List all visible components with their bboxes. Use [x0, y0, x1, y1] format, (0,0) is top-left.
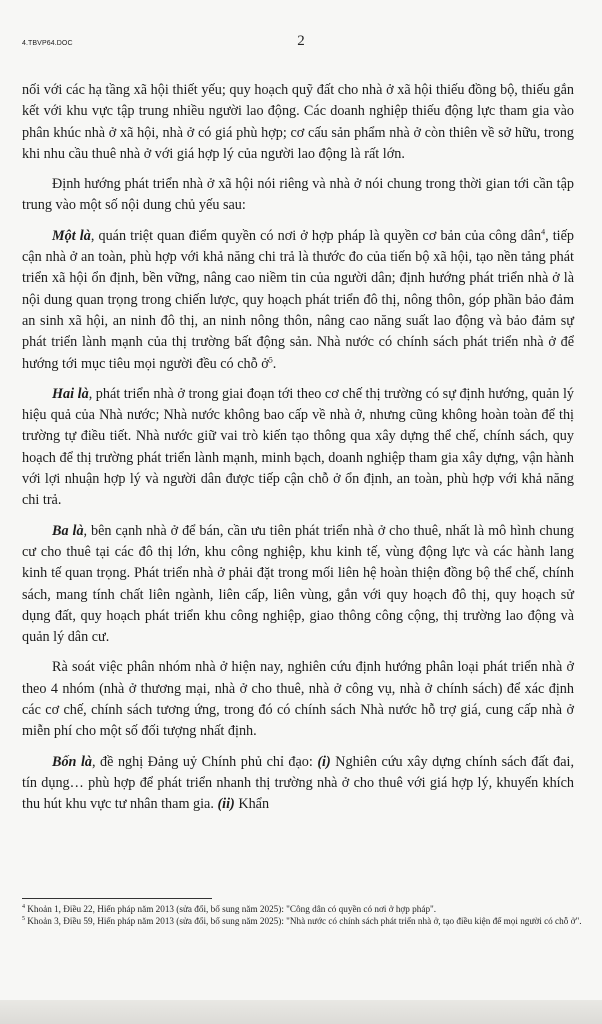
footnote-5-number: 5	[22, 915, 25, 922]
paragraph-intro: Định hướng phát triển nhà ở xã hội nói riêng và nhà ở nói chung trong thời gian tới cần tập trung vào một số nội dung chủ yếu sau:	[22, 176, 574, 214]
point-four-text-c: Khẩn	[234, 796, 270, 813]
footnote-ref-5[interactable]: 5	[268, 354, 273, 364]
footnote-4-text: Khoản 1, Điều 22, Hiến pháp năm 2013 (sửa đổi, bổ sung năm 2025): "Công dân có quyền có nơi ở hợp pháp".	[25, 904, 437, 914]
footnote-ref-4[interactable]: 4	[541, 227, 546, 237]
item-marker-ii: (ii)	[217, 796, 235, 813]
point-four-lead: Bốn là	[52, 753, 92, 770]
footnote-4-number: 4	[22, 903, 25, 910]
footnote-separator	[22, 898, 212, 899]
page-bottom-edge	[0, 1000, 602, 1024]
footnote-5	[22, 916, 582, 928]
point-three-text: , bên cạnh nhà ở để bán, cần ưu tiên phát triển nhà ở cho thuê, nhất là mô hình chung cư cho thuê tại các đô thị lớn, khu công nghiệp, khu kinh tế, vùng động lực và các hành lang kinh tế quan trọng. Phát triển nhà ở phải đặt trong mối liên hệ hoàn thiện đồng bộ thể chế, chính sách, mang tính chất liên ngành, liên cấp, liên vùng, gắn với quy hoạch đô thị, quy hoạch sử dụng đất, quy hoạch phát triển khu công nghiệp, giao thông công cộng, thị trường lao động và quản lý dân cư.	[22, 522, 575, 646]
page-number: 2	[297, 33, 305, 49]
point-three-lead: Ba là	[52, 522, 84, 539]
point-two-text: , phát triển nhà ở trong giai đoạn tới theo cơ chế thị trường có sự định hướng, quản lý hiệu quả của Nhà nước; Nhà nước không bao cấp về nhà ở, nhưng cũng không hoàn toàn để thị trường tự điều tiết. Nhà nước giữ vai trò kiến tạo thông qua xây dựng thể chế, chính sách, quy hoạch để thị trường phát triển lành mạnh, minh bạch, doanh nghiệp tham gia xây dựng, vận hành với lợi nhuận hợp lý và người dân được tiếp cận chỗ ở ổn định, an toàn, phù hợp với khả năng chi trả.	[22, 385, 575, 509]
document-body	[22, 80, 574, 825]
paragraph-review: Rà soát việc phân nhóm nhà ở hiện nay, nghiên cứu định hướng phân loại phát triển nhà ở theo 4 nhóm (nhà ở thương mại, nhà ở cho thuê, nhà ở công vụ, nhà ở chính sách) để xác định các cơ chế, chính sách tương ứng, trong đó có chính sách Nhà nước hỗ trợ giá, cung cấp nhà ở miễn phí cho một số đối tượng nhất định.	[22, 659, 574, 740]
point-one-lead: Một là	[52, 227, 91, 244]
point-one-text-a: , quán triệt quan điểm quyền có nơi ở hợp pháp là quyền cơ bản của công dân	[90, 227, 542, 244]
point-two-lead: Hai là	[52, 385, 89, 402]
point-four-text-a: , đề nghị Đảng uỷ Chính phủ chỉ đạo:	[92, 753, 318, 770]
item-marker-i: (i)	[317, 753, 331, 770]
footnote-5-text: Khoản 3, Điều 59, Hiến pháp năm 2013 (sửa đổi, bổ sung năm 2025): "Nhà nước có chính sách phát triển nhà ở, tạo điều kiện để mọi người có chỗ ở".	[25, 915, 582, 926]
paragraph-point-four	[22, 752, 574, 816]
paragraph-point-two	[22, 384, 574, 512]
footnotes	[22, 904, 582, 927]
document-code: 4.TBVP64.DOC	[22, 40, 73, 47]
point-one-text-b: , tiếp cận nhà ở an toàn, phù hợp với khả năng chi trả là thước đo của tiến bộ xã hội, tạo nền tảng phát triển xã hội ổn định, bền vững, nâng cao niềm tin của người dân; định hướng phát triển nhà ở là nội dung quan trọng trong chiến lược, quy hoạch phát triển đô thị, nông thôn, góp phần bảo đảm an sinh xã hội, an ninh đô thị, an ninh nông thôn, nâng cao năng suất lao động và bảo đảm sự phát triển lành mạnh của thị trường bất động sản. Nhà nước có chính sách phát triển nhà ở để hướng tới mục tiêu mọi người đều có chỗ ở	[22, 227, 575, 372]
footnote-4	[22, 904, 582, 916]
paragraph-continuation: nối với các hạ tầng xã hội thiết yếu; quy hoạch quỹ đất cho nhà ở xã hội thiếu đồng bộ, thiếu gắn kết với khu vực tập trung nhiều người lao động. Các doanh nghiệp thiếu động lực tham gia vào phân khúc nhà ở xã hội, nhà ở có giá phù hợp; cơ cấu sản phẩm nhà ở còn thiên về sở hữu, trong khi nhu cầu thuê nhà ở với giá hợp lý của người lao động là rất lớn.	[22, 82, 574, 162]
point-four-text-b: Nghiên cứu xây dựng chính sách đất đai, tín dụng… phù hợp để phát triển nhanh thị trường nhà ở cho thuê với giá hợp lý, khuyến khích thu hút khu vực tư nhân tham gia.	[22, 753, 574, 813]
point-one-text-c: .	[272, 355, 277, 372]
paragraph-point-one	[22, 226, 574, 375]
paragraph-point-three	[22, 521, 574, 649]
